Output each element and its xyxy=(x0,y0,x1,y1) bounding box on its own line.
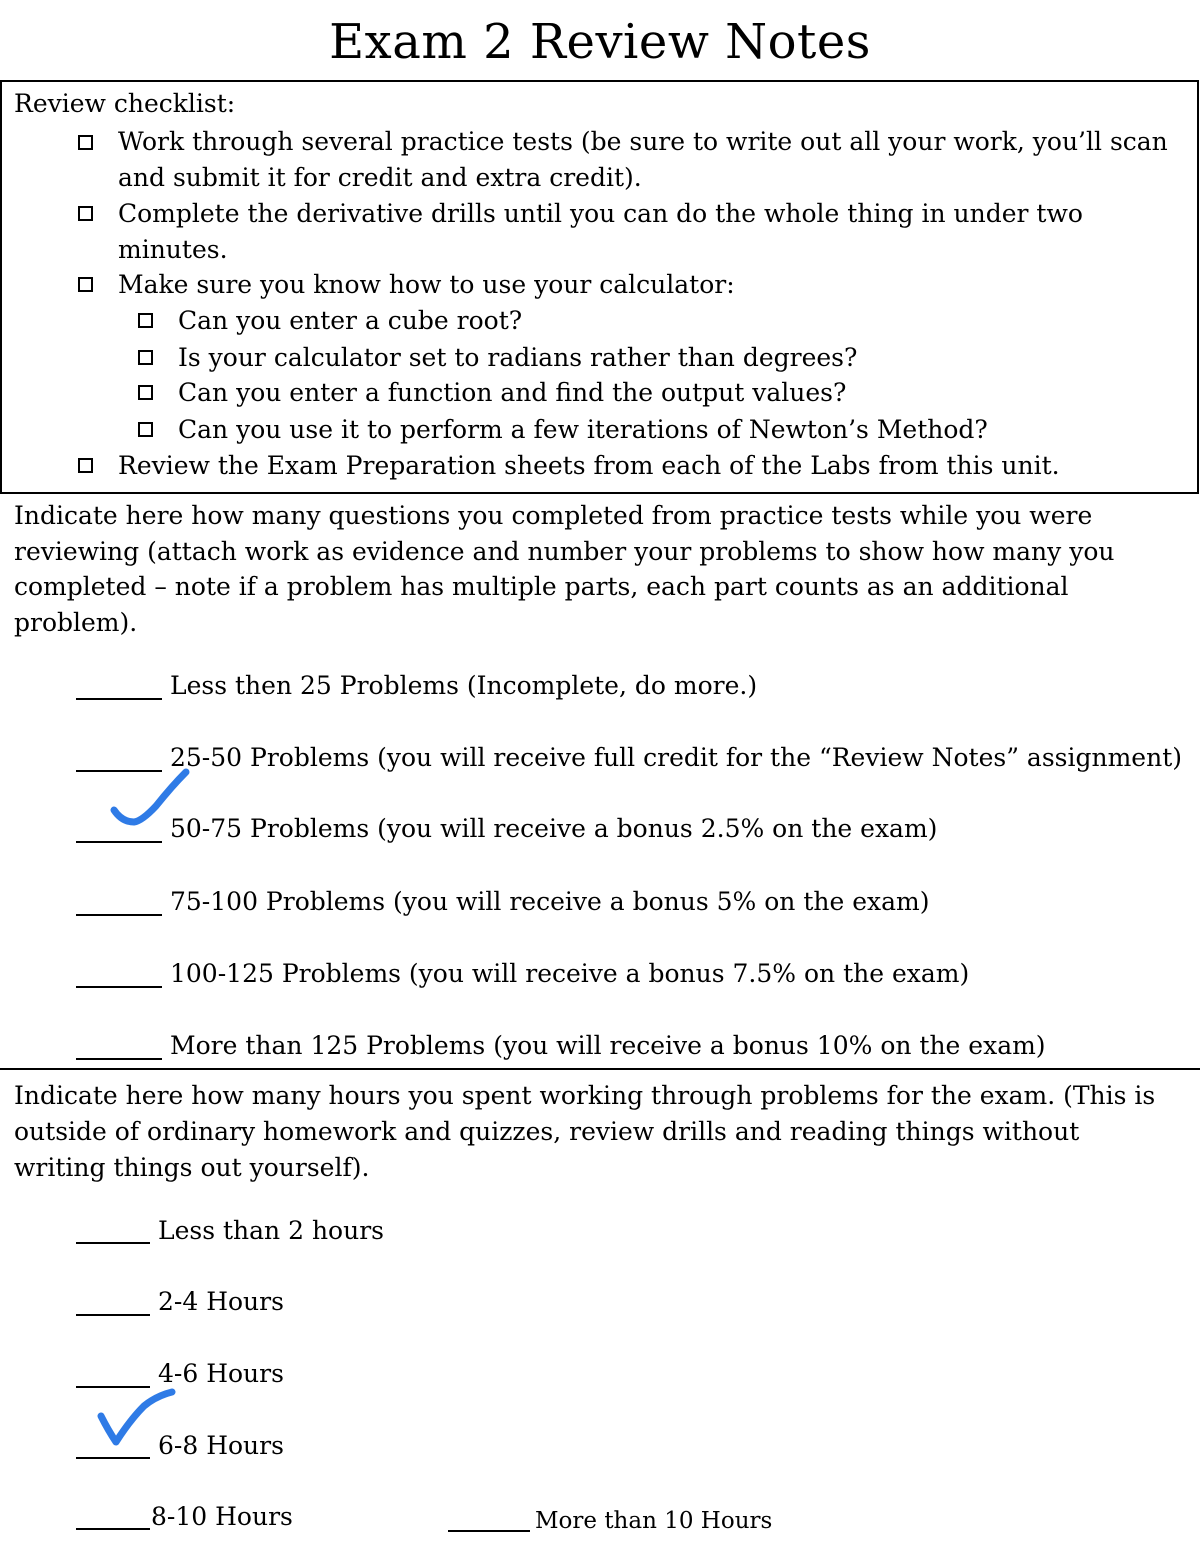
checkbox-cube-root[interactable] xyxy=(138,313,153,328)
checklist-subitem-newtons-method: Can you use it to perform a few iterations of Newton’s Method? xyxy=(178,415,988,444)
problems-checkmark-icon xyxy=(108,766,193,830)
problems-blank-gt125[interactable] xyxy=(76,1058,162,1060)
hours-option-gt10: More than 10 Hours xyxy=(535,1508,773,1534)
hours-prompt-line2: outside of ordinary homework and quizzes, review drills and reading things without xyxy=(14,1117,1080,1146)
checklist-item-derivative-drills: Complete the derivative drills until you can do the whole thing in under two xyxy=(118,199,1083,228)
checklist-item-derivative-drills-cont: minutes. xyxy=(118,235,228,264)
problems-blank-lt25[interactable] xyxy=(76,698,162,700)
checklist-heading: Review checklist: xyxy=(14,89,236,118)
hours-option-6-8: 6-8 Hours xyxy=(158,1431,284,1460)
problems-prompt-line2: reviewing (attach work as evidence and number your problems to show how many you xyxy=(14,537,1115,566)
hours-blank-2-4[interactable] xyxy=(76,1314,150,1316)
problems-option-gt125: More than 125 Problems (you will receive a bonus 10% on the exam) xyxy=(170,1031,1046,1060)
hours-blank-8-10[interactable] xyxy=(76,1528,150,1530)
problems-blank-100-125[interactable] xyxy=(76,986,162,988)
hours-checkmark-icon xyxy=(96,1390,178,1450)
checkbox-function-output[interactable] xyxy=(138,385,153,400)
problems-blank-50-75[interactable] xyxy=(76,841,162,843)
checklist-item-practice-tests: Work through several practice tests (be sure to write out all your work, you’ll scan xyxy=(118,127,1168,156)
hours-blank-lt2[interactable] xyxy=(76,1242,150,1244)
checkbox-derivative-drills[interactable] xyxy=(78,206,93,221)
hours-prompt-line3: writing things out yourself). xyxy=(14,1153,370,1182)
hours-option-8-10: 8-10 Hours xyxy=(151,1502,293,1531)
hours-option-4-6: 4-6 Hours xyxy=(158,1359,284,1388)
problems-option-25-50: 25-50 Problems (you will receive full credit for the “Review Notes” assignment) xyxy=(170,743,1182,772)
hours-option-lt2: Less than 2 hours xyxy=(158,1216,384,1245)
page-title: Exam 2 Review Notes xyxy=(329,14,871,70)
problems-option-lt25: Less then 25 Problems (Incomplete, do more.) xyxy=(170,671,758,700)
hours-prompt: Indicate here how many hours you spent working through problems for the exam. (This is xyxy=(14,1081,1156,1110)
checkbox-exam-prep-sheets[interactable] xyxy=(78,458,93,473)
problems-option-100-125: 100-125 Problems (you will receive a bonus 7.5% on the exam) xyxy=(170,959,970,988)
problems-prompt: Indicate here how many questions you completed from practice tests while you were xyxy=(14,501,1093,530)
checklist-item-calculator: Make sure you know how to use your calculator: xyxy=(118,270,735,299)
section-divider xyxy=(0,1068,1200,1070)
problems-option-50-75: 50-75 Problems (you will receive a bonus 2.5% on the exam) xyxy=(170,814,938,843)
problems-blank-75-100[interactable] xyxy=(76,914,162,916)
checklist-subitem-cube-root: Can you enter a cube root? xyxy=(178,306,523,335)
checklist-subitem-radians: Is your calculator set to radians rather than degrees? xyxy=(178,343,858,372)
checklist-subitem-function-output: Can you enter a function and find the output values? xyxy=(178,378,847,407)
hours-blank-4-6[interactable] xyxy=(76,1386,150,1388)
checkbox-calculator[interactable] xyxy=(78,277,93,292)
checkbox-practice-tests[interactable] xyxy=(78,135,93,150)
problems-prompt-line4: problem). xyxy=(14,608,138,637)
hours-blank-6-8[interactable] xyxy=(76,1457,150,1459)
checklist-item-exam-prep-sheets: Review the Exam Preparation sheets from each of the Labs from this unit. xyxy=(118,451,1060,480)
problems-prompt-line3: completed – note if a problem has multiple parts, each part counts as an additional xyxy=(14,572,1069,601)
checklist-item-practice-tests-cont: and submit it for credit and extra credit). xyxy=(118,163,642,192)
checkbox-newtons-method[interactable] xyxy=(138,422,153,437)
checkbox-radians[interactable] xyxy=(138,350,153,365)
problems-option-75-100: 75-100 Problems (you will receive a bonus 5% on the exam) xyxy=(170,887,930,916)
hours-blank-gt10[interactable] xyxy=(448,1530,530,1532)
hours-option-2-4: 2-4 Hours xyxy=(158,1287,284,1316)
